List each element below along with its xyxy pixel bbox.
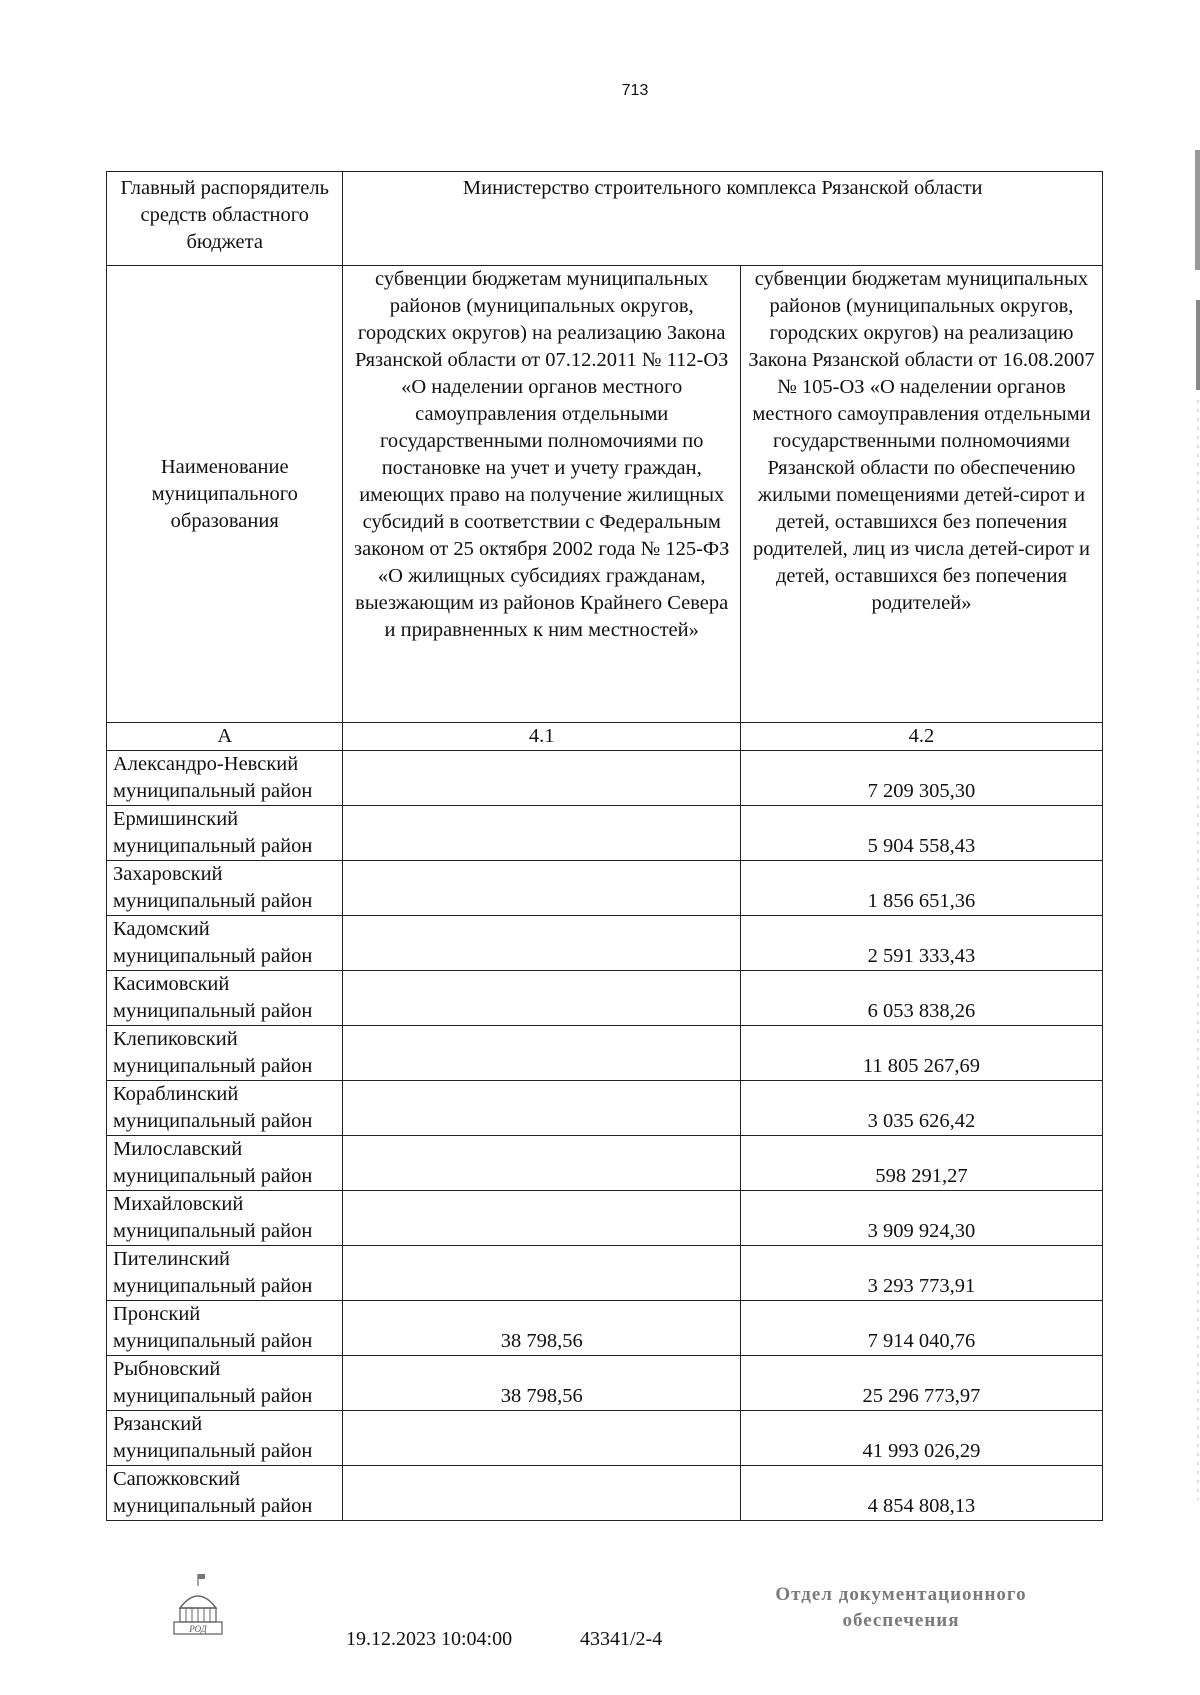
footer-reg-number: 43341/2-4 <box>580 1628 663 1650</box>
municipality-name-line-1: Милославский <box>113 1138 243 1160</box>
value-col-41 <box>343 1246 741 1301</box>
municipality-name-line-1: Ермишинский <box>113 808 239 830</box>
municipality-name-line-1: Рязанский <box>113 1413 203 1435</box>
ministry-name: Министерство строительного комплекса Рязанской области <box>343 172 1103 266</box>
value-col-42: 25 296 773,97 <box>740 1356 1102 1411</box>
municipality-name-line-2: муниципальный район <box>113 1165 313 1187</box>
value-col-42: 5 904 558,43 <box>740 806 1102 861</box>
municipality-name-line-2: муниципальный район <box>113 890 313 912</box>
table-row <box>107 751 1103 806</box>
municipality-name <box>107 1026 343 1081</box>
municipality-name <box>107 1136 343 1191</box>
table-row <box>107 1356 1103 1411</box>
municipality-name-line-2: муниципальный район <box>113 1055 313 1077</box>
value-col-41 <box>343 1026 741 1081</box>
table-row <box>107 861 1103 916</box>
municipality-name-header: Наименование муниципального образования <box>107 266 343 723</box>
budget-table <box>106 171 1103 1521</box>
scan-edge-artifact <box>1192 0 1200 1695</box>
column-index-41: 4.1 <box>343 723 741 751</box>
municipality-name-line-1: Сапожковский <box>113 1468 241 1490</box>
header-row-grbs <box>107 172 1103 266</box>
table-row <box>107 916 1103 971</box>
value-col-42: 598 291,27 <box>740 1136 1102 1191</box>
table-row <box>107 971 1103 1026</box>
table-row <box>107 1411 1103 1466</box>
column-index-42: 4.2 <box>740 723 1102 751</box>
value-col-41 <box>343 751 741 806</box>
value-col-41 <box>343 971 741 1026</box>
municipality-name-line-2: муниципальный район <box>113 780 313 802</box>
value-col-41 <box>343 1466 741 1521</box>
municipality-name-line-2: муниципальный район <box>113 1220 313 1242</box>
column-41-header: субвенции бюджетам муниципальных районов (муниципальных округов, городских округов) на реализацию Закона Рязанской области от 07.12.2011 № 112-ОЗ «О наделении органов местного самоуправления отдельными государственными полномочиями по постановке на учет и учету граждан, имеющих право на получение жилищных субсидий в соответствии с Федеральным законом от 25 октября 2002 года № 125-ФЗ «О жилищных субсидиях гражданам, выезжающим из районов Крайнего Севера и приравненных к ним местностей» <box>343 266 741 723</box>
municipality-name <box>107 1301 343 1356</box>
municipality-name-line-2: муниципальный район <box>113 1110 313 1132</box>
grbs-label: Главный распорядитель средств областного бюджета <box>107 172 343 266</box>
municipality-name <box>107 861 343 916</box>
table-row <box>107 1301 1103 1356</box>
municipality-name-line-1: Пителинский <box>113 1248 231 1270</box>
value-col-41: 38 798,56 <box>343 1356 741 1411</box>
value-col-42: 7 209 305,30 <box>740 751 1102 806</box>
department-stamp <box>756 1582 1046 1634</box>
value-col-41 <box>343 1081 741 1136</box>
value-col-41 <box>343 916 741 971</box>
municipality-name <box>107 1246 343 1301</box>
municipality-name <box>107 1191 343 1246</box>
value-col-42: 3 909 924,30 <box>740 1191 1102 1246</box>
municipality-name-line-1: Кадомский <box>113 918 210 940</box>
value-col-42: 41 993 026,29 <box>740 1411 1102 1466</box>
municipality-name <box>107 1411 343 1466</box>
municipality-name-line-1: Касимовский <box>113 973 230 995</box>
stamp-line-2: обеспечения <box>842 1610 960 1631</box>
municipality-name-line-1: Пронский <box>113 1303 201 1325</box>
municipality-name <box>107 1081 343 1136</box>
table-row <box>107 1466 1103 1521</box>
value-col-42: 3 035 626,42 <box>740 1081 1102 1136</box>
emblem-text: РОД <box>189 1624 207 1634</box>
municipality-name <box>107 1466 343 1521</box>
emblem-icon <box>168 1572 228 1640</box>
column-index-row <box>107 723 1103 751</box>
municipality-name-line-2: муниципальный район <box>113 1330 313 1352</box>
municipality-name-line-1: Михайловский <box>113 1193 244 1215</box>
page-number: 713 <box>621 82 649 99</box>
value-col-41 <box>343 806 741 861</box>
municipality-name-line-1: Рыбновский <box>113 1358 221 1380</box>
value-col-42: 6 053 838,26 <box>740 971 1102 1026</box>
municipality-name <box>107 806 343 861</box>
value-col-42: 4 854 808,13 <box>740 1466 1102 1521</box>
municipality-name-line-1: Александро-Невский <box>113 753 299 775</box>
municipality-name-line-2: муниципальный район <box>113 1495 313 1517</box>
footer-datetime: 19.12.2023 10:04:00 <box>346 1628 513 1650</box>
municipality-name-line-1: Кораблинский <box>113 1083 239 1105</box>
value-col-42: 2 591 333,43 <box>740 916 1102 971</box>
municipality-name <box>107 751 343 806</box>
value-col-41 <box>343 1191 741 1246</box>
municipality-name-line-2: муниципальный район <box>113 1000 313 1022</box>
value-col-41 <box>343 1136 741 1191</box>
municipality-name-line-2: муниципальный район <box>113 1275 313 1297</box>
municipality-name <box>107 971 343 1026</box>
value-col-42: 3 293 773,91 <box>740 1246 1102 1301</box>
municipality-name-line-2: муниципальный район <box>113 1440 313 1462</box>
municipality-name <box>107 1356 343 1411</box>
municipality-name <box>107 916 343 971</box>
column-index-a: А <box>107 723 343 751</box>
municipality-name-line-1: Захаровский <box>113 863 223 885</box>
table-row <box>107 1026 1103 1081</box>
value-col-41 <box>343 1411 741 1466</box>
column-42-header: субвенции бюджетам муниципальных районов (муниципальных округов, городских округов) на реализацию Закона Рязанской области от 16.08.2007 № 105-ОЗ «О наделении органов местного самоуправления отдельными государственными полномочиями Рязанской области по обеспечению жилыми помещениями детей-сирот и детей, оставшихся без попечения родителей, лиц из числа детей-сирот и детей, оставшихся без попечения родителей» <box>740 266 1102 723</box>
municipality-name-line-2: муниципальный район <box>113 945 313 967</box>
header-row-columns <box>107 266 1103 723</box>
value-col-42: 7 914 040,76 <box>740 1301 1102 1356</box>
value-col-41: 38 798,56 <box>343 1301 741 1356</box>
municipality-name-line-2: муниципальный район <box>113 1385 313 1407</box>
table-row <box>107 1136 1103 1191</box>
municipality-name-line-1: Клепиковский <box>113 1028 238 1050</box>
value-col-41 <box>343 861 741 916</box>
value-col-42: 1 856 651,36 <box>740 861 1102 916</box>
table-row <box>107 1081 1103 1136</box>
table-row <box>107 1191 1103 1246</box>
table-row <box>107 806 1103 861</box>
table-row <box>107 1246 1103 1301</box>
value-col-42: 11 805 267,69 <box>740 1026 1102 1081</box>
municipality-name-line-2: муниципальный район <box>113 835 313 857</box>
stamp-line-1: Отдел документационного <box>775 1584 1027 1605</box>
